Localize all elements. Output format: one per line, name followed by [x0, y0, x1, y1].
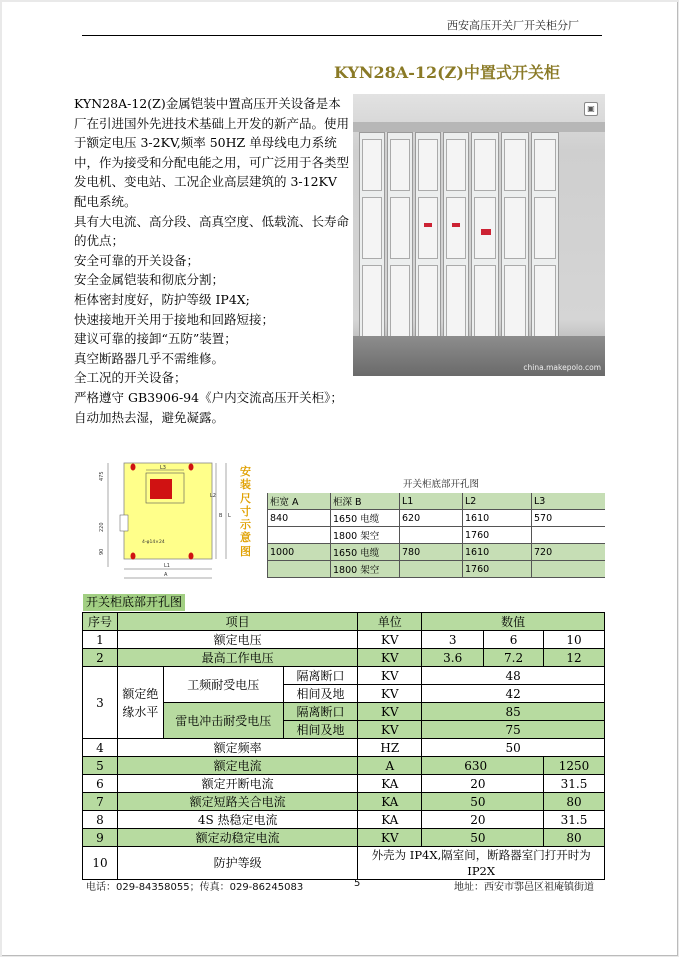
- page-number: 5: [354, 878, 361, 889]
- feature-line: 快速接地开关用于接地和回路短接；: [74, 311, 275, 327]
- bottom-hole-table: [267, 476, 605, 578]
- table-row: 5 额定电流 A 630 1250: [83, 757, 605, 775]
- table-row: 4 额定频率 HZ 50: [83, 739, 605, 757]
- footer-contact: 电话：029-84358055；传真：029-86245083: [86, 882, 304, 893]
- dim-a: A: [164, 572, 168, 578]
- table-row: 840 1650 电缆 620 1610 570: [268, 510, 606, 527]
- table-row: 8 4S 热稳定电流 KA 20 31.5: [83, 811, 605, 829]
- intro-paragraph: KYN28A-12(Z)金属铠装中置高压开关设备是本厂在引进国外先进技术基础上开发的新产品。使用于额定电压 3-2KV,频率 50HZ 单母线电力系统中，作为接受和分配电能之用，可广泛用于各类型发电机、变电站、工况企业高层建筑的 3-12KV 配电系统。: [74, 96, 350, 209]
- table-row: 1800 架空 1760: [268, 561, 606, 578]
- table-row: 7 额定短路关合电流 KA 50 80: [83, 793, 605, 811]
- page-title: KYN28A-12(Z)中置式开关柜: [334, 63, 560, 82]
- company-header: 西安高压开关厂开关柜分厂: [447, 19, 579, 32]
- feature-line: 柜体密封度好，防护等级 IP4X;: [74, 291, 250, 307]
- dim-l2: L2: [210, 493, 216, 499]
- params-table-title: 开关柜底部开孔图: [83, 594, 185, 611]
- table-row: 序号 项目 单位 数值: [83, 613, 605, 631]
- dim-l1: L1: [164, 563, 170, 569]
- dim-bottom-left: 90: [99, 548, 105, 555]
- dim-l: L: [228, 513, 231, 519]
- feature-line: 安全可靠的开关设备；: [74, 252, 200, 268]
- dim-mid-left: 220: [99, 522, 105, 532]
- dim-hole: 4-φ14×24: [142, 540, 165, 545]
- dim-b: B: [219, 513, 223, 519]
- table-row: 3 额定绝缘水平 工频耐受电压 隔离断口 KV 48: [83, 667, 605, 685]
- table-row: 相间及地 KV 75: [83, 721, 605, 739]
- table-row: 6 额定开断电流 KA 20 31.5: [83, 775, 605, 793]
- feature-line: 全工况的开关设备；: [74, 370, 187, 386]
- installation-diagram: [98, 457, 258, 587]
- dim-l3: L3: [160, 465, 166, 471]
- document-page: [2, 2, 678, 956]
- params-table: [82, 612, 605, 880]
- table-row: 1800 架空 1760: [268, 527, 606, 544]
- picture-icon: ▣: [584, 102, 598, 116]
- table-row: 柜宽 A 柜深 B L1 L2 L3: [268, 493, 606, 510]
- table-row: 相间及地 KV 42: [83, 685, 605, 703]
- feature-line: 安全金属铠装和彻底分割；: [74, 272, 225, 288]
- table-row: 9 额定动稳定电流 KV 50 80: [83, 829, 605, 847]
- table-row: 2 最高工作电压 KV 3.6 7.2 12: [83, 649, 605, 667]
- footer-address: 地址：西安市鄠邑区祖庵镇街道: [454, 882, 594, 893]
- intro-text: [74, 94, 349, 427]
- diagram-side-label: 安装尺寸示意图: [240, 465, 251, 558]
- table-row: 雷电冲击耐受电压 隔离断口 KV 85: [83, 703, 605, 721]
- photo-watermark: china.makepolo.com: [523, 363, 601, 372]
- table-row: 1 额定电压 KV 3 6 10: [83, 631, 605, 649]
- table-row: 1000 1650 电缆 780 1610 720: [268, 544, 606, 561]
- feature-line: 建议可靠的接卸“五防”装置；: [74, 331, 237, 347]
- mini-table-caption: 开关柜底部开孔图: [402, 479, 479, 490]
- switchgear-photo: [353, 94, 605, 376]
- feature-line: 严格遵守 GB3906-94《户内交流高压开关柜》；自动加热去湿，避免凝露。: [74, 389, 343, 425]
- feature-line: 具有大电流、高分段、高真空度、低载流、长寿命的优点；: [74, 213, 350, 249]
- dim-top-left: 475: [99, 471, 105, 481]
- header-rule: [82, 35, 602, 36]
- feature-line: 真空断路器几乎不需维修。: [74, 350, 225, 366]
- table-row: 10 防护等级 外壳为 IP4X,隔室间，断路器室门打开时为 IP2X: [83, 847, 605, 880]
